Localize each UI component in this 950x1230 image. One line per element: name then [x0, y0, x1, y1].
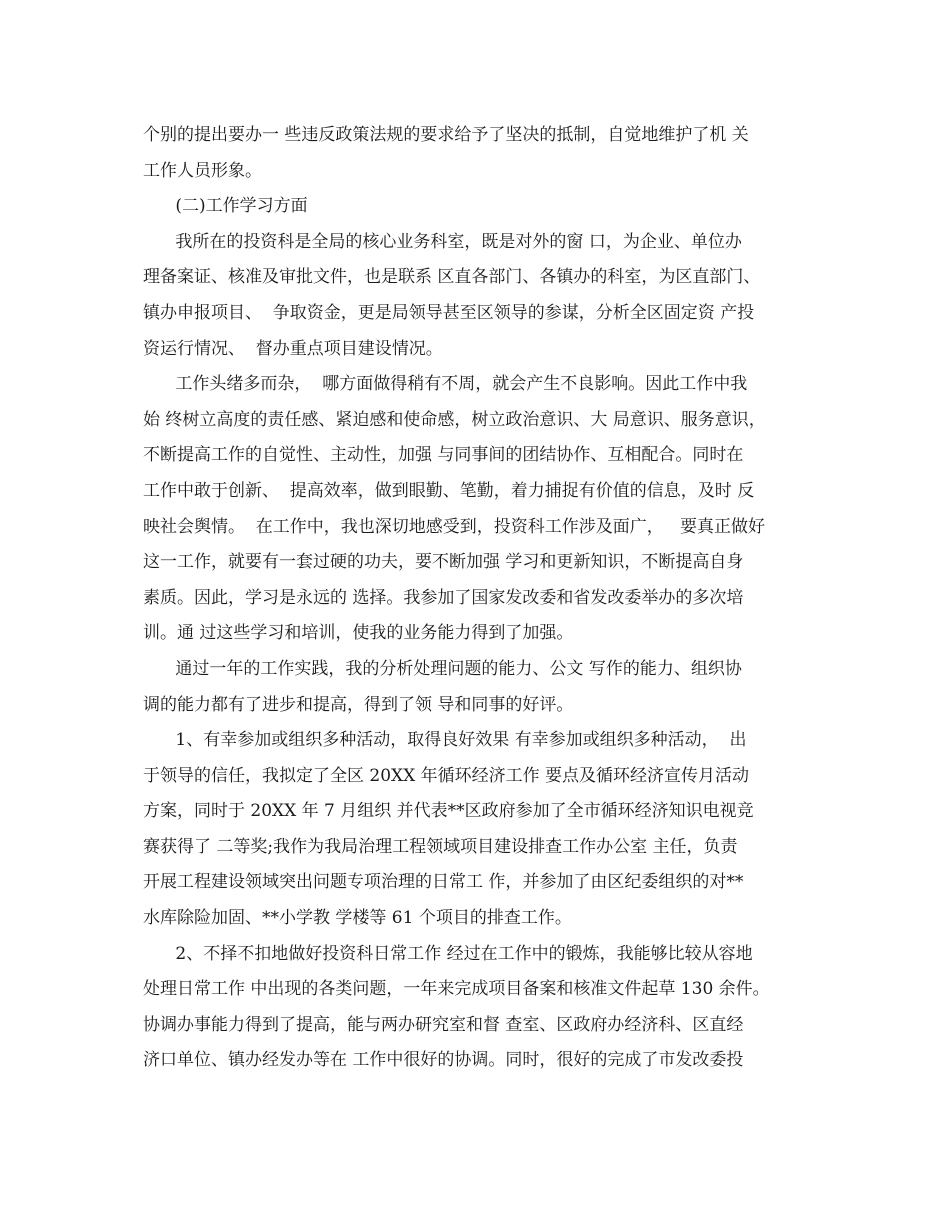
text-line: 调的能力都有了进步和提高，得到了领 导和同事的好评。 [143, 694, 574, 715]
text-line: 素质。因此，学习是永远的 选择。我参加了国家发改委和省发改委举办的多次培 [143, 587, 744, 608]
text-line: 1、有幸参加或组织多种活动，取得良好效果 有幸参加或组织多种活动， 出 [143, 730, 747, 751]
text-line: 工作头绪多而杂， 哪方面做得稍有不周，就会产生不良影响。因此工作中我 [143, 374, 748, 395]
text-line: 镇办申报项目、 争取资金，更是局领导甚至区领导的参谋，分析全区固定资 产投 [143, 302, 755, 323]
text-line: 水库除险加固、**小学教 学楼等 61 个项目的排查工作。 [143, 908, 572, 929]
text-line: 济口单位、镇办经发办等在 工作中很好的协调。同时，很好的完成了市发改委投 [143, 1050, 744, 1071]
text-line: 映社会舆情。 在工作中，我也深切地感受到，投资科工作涉及面广， 要真正做好 [143, 516, 766, 537]
text-line: 不断提高工作的自觉性、主动性，加强 与同事间的团结协作、互相配合。同时在 [143, 445, 744, 466]
text-line: 方案，同时于 20XX 年 7 月组织 并代表**区政府参加了全市循环经济知识电视竞 [143, 801, 754, 822]
text-line: 于领导的信任，我拟定了全区 20XX 年循环经济工作 要点及循环经济宣传月活动 [143, 765, 750, 786]
document-body [143, 118, 823, 1079]
text-line: 工作中敢于创新、 提高效率，做到眼勤、笔勤，着力捕捉有价值的信息，及时 反 [143, 480, 755, 501]
text-line: 始 终树立高度的责任感、紧迫感和使命感，树立政治意识、大 局意识、服务意识， [143, 409, 766, 430]
text-line: 个别的提出要办一 些违反政策法规的要求给予了坚决的抵制，自觉地维护了机 关 [143, 125, 749, 145]
text-line: 我所在的投资科是全局的核心业务科室，既是对外的窗 口，为企业、单位办 [143, 231, 742, 252]
text-line: 工作人员形象。 [143, 160, 262, 181]
section-heading: (二)工作学习方面 [143, 196, 308, 217]
text-line: 资运行情况、 督办重点项目建设情况。 [143, 338, 443, 359]
text-line: 这一工作，就要有一套过硬的功夫，要不断加强 学习和更新知识，不断提高自身 [143, 552, 744, 573]
text-line: 赛获得了 二等奖;我作为我局治理工程领域项目建设排查工作办公室 主任，负责 [143, 836, 738, 857]
text-line: 训。通 过这些学习和培训，使我的业务能力得到了加强。 [143, 623, 574, 644]
text-line: 开展工程建设领域突出问题专项治理的日常工 作，并参加了由区纪委组织的对** [143, 872, 744, 893]
text-line: 理备案证、核准及审批文件，也是联系 区直各部门、各镇办的科室，为区直部门、 [143, 267, 761, 288]
text-line: 处理日常工作 中出现的各类问题，一年来完成项目备案和核准文件起草 130 余件。 [143, 979, 770, 1000]
text-line: 通过一年的工作实践，我的分析处理问题的能力、公文 写作的能力、组织协 [143, 658, 742, 679]
text-line: 协调办事能力得到了提高，能与两办研究室和督 查室、区政府办经济科、区直经 [143, 1014, 744, 1035]
text-line: 2、不择不扣地做好投资科日常工作 经过在工作中的锻炼，我能够比较从容地 [143, 943, 753, 964]
